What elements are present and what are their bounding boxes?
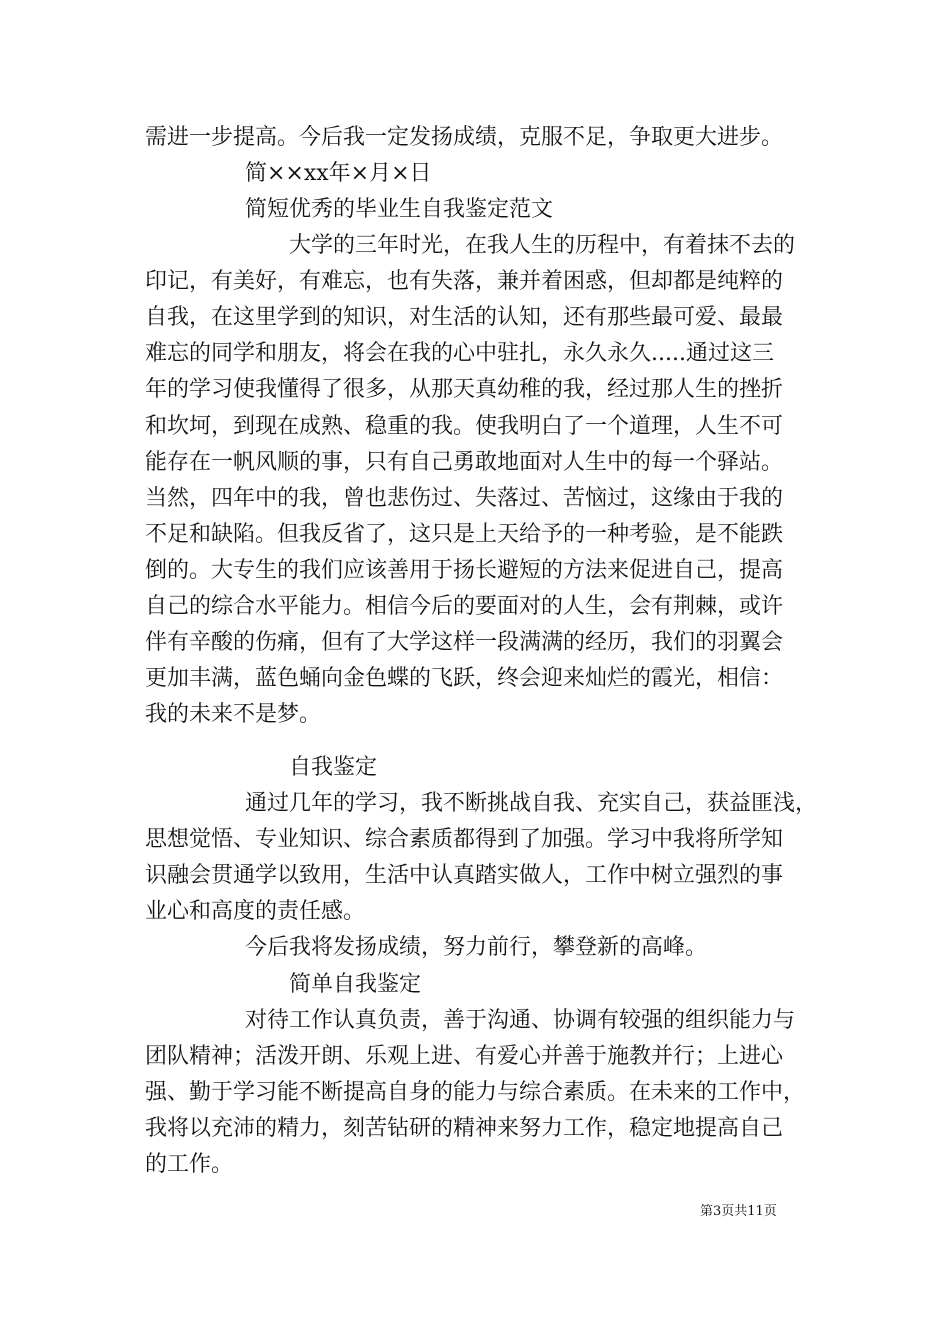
- text-line: 团队精神；活泼开朗、乐观上进、有爱心并善于施教并行；上进心: [145, 1044, 784, 1069]
- text-line: 当然，四年中的我，曾也悲伤过、失落过、苦恼过，这缘由于我的: [145, 486, 784, 511]
- text-line: 倒的。大专生的我们应该善用于扬长避短的方法来促进自己，提高: [145, 558, 784, 583]
- text-line: 强、勤于学习能不断提高自身的能力与综合素质。在未来的工作中，: [145, 1080, 806, 1105]
- text-line: 业心和高度的责任感。: [145, 899, 366, 924]
- page-number: 第3页共11页: [700, 1204, 777, 1219]
- text-line: 难忘的同学和朋友，将会在我的心中驻扎，永久永久.....通过这三: [145, 341, 774, 366]
- text-line: 需进一步提高。今后我一定发扬成绩，克服不足，争取更大进步。: [145, 125, 784, 150]
- text-line: 今后我将发扬成绩，努力前行，攀登新的高峰。: [245, 935, 708, 960]
- text-line: 伴有辛酸的伤痛，但有了大学这样一段满满的经历，我们的羽翼会: [145, 630, 784, 655]
- section-title: 简短优秀的毕业生自我鉴定范文: [245, 197, 554, 222]
- date-line: 简××xx年×月×日: [245, 161, 432, 186]
- text-line: 印记，有美好，有难忘，也有失落，兼并着困惑，但却都是纯粹的: [145, 269, 784, 294]
- text-line: 对待工作认真负责，善于沟通、协调有较强的组织能力与: [245, 1008, 796, 1033]
- text-line: 自己的综合水平能力。相信今后的要面对的人生，会有荆棘，或许: [145, 594, 784, 619]
- text-line: 的工作。: [145, 1152, 234, 1177]
- text-line: 年的学习使我懂得了很多，从那天真幼稚的我，经过那人生的挫折: [145, 377, 784, 402]
- text-line: 识融会贯通学以致用，生活中认真踏实做人，工作中树立强烈的事: [145, 863, 784, 888]
- section-title: 自我鉴定: [289, 755, 378, 780]
- text-line: 更加丰满，蓝色蛹向金色蝶的飞跃，终会迎来灿烂的霞光，相信：: [145, 666, 784, 691]
- text-line: 我将以充沛的精力，刻苦钻研的精神来努力工作，稳定地提高自己: [145, 1116, 784, 1141]
- section-title: 简单自我鉴定: [289, 972, 422, 997]
- text-line: 自我，在这里学到的知识，对生活的认知，还有那些最可爱、最最: [145, 305, 784, 330]
- text-line: 和坎坷，到现在成熟、稳重的我。使我明白了一个道理，人生不可: [145, 414, 784, 439]
- text-line: 通过几年的学习，我不断挑战自我、充实自己，获益匪浅，: [245, 791, 818, 816]
- text-line: 思想觉悟、专业知识、综合素质都得到了加强。学习中我将所学知: [145, 827, 784, 852]
- text-line: 我的未来不是梦。: [145, 702, 322, 727]
- text-line: 大学的三年时光，在我人生的历程中，有着抹不去的: [289, 233, 796, 258]
- text-line: 能存在一帆风顺的事，只有自己勇敢地面对人生中的每一个驿站。: [145, 450, 784, 475]
- text-line: 不足和缺陷。但我反省了，这只是上天给予的一种考验，是不能跌: [145, 522, 784, 547]
